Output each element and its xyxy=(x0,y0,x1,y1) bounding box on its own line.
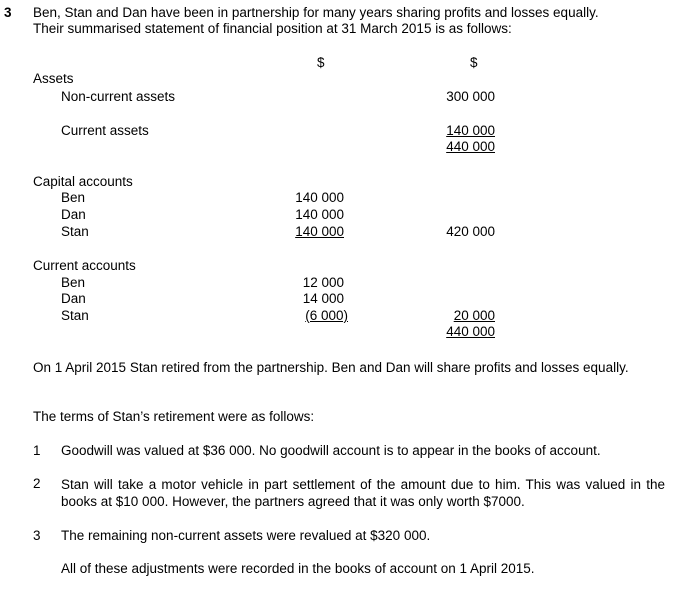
current-value-ben: 12 000 xyxy=(302,275,344,290)
term-number-3: 3 xyxy=(33,528,41,543)
current-value-stan: (6 000) xyxy=(305,308,348,323)
current-name-ben: Ben xyxy=(61,275,86,290)
capital-value-ben: 140 000 xyxy=(295,190,344,205)
current-accounts-heading: Current accounts xyxy=(33,258,136,273)
total-capital-and-liabilities: 440 000 xyxy=(446,324,495,339)
term-number-1: 1 xyxy=(33,443,41,458)
capital-value-dan: 140 000 xyxy=(295,207,344,222)
capital-name-ben: Ben xyxy=(61,190,86,205)
current-value-dan: 14 000 xyxy=(302,291,344,306)
terms-heading: The terms of Stan’s retirement were as follows: xyxy=(33,409,315,424)
capital-total: 420 000 xyxy=(446,224,495,239)
current-assets-value: 140 000 xyxy=(446,123,495,138)
capital-accounts-heading: Capital accounts xyxy=(33,174,133,189)
retirement-paragraph: On 1 April 2015 Stan retired from the partnership. Ben and Dan will share profits and losses equally. xyxy=(33,360,629,375)
current-assets-label: Current assets xyxy=(61,123,149,138)
capital-value-stan: 140 000 xyxy=(295,224,344,239)
term-number-2: 2 xyxy=(33,476,41,491)
current-name-stan: Stan xyxy=(61,308,89,323)
question-number: 3 xyxy=(4,5,12,20)
term-text-2: Stan will take a motor vehicle in part settlement of the amount due to him. This was valued in the books at $10 000. However, the partners agreed that it was only worth $7000. xyxy=(61,477,665,509)
closing-paragraph: All of these adjustments were recorded in the books of account on 1 April 2015. xyxy=(61,561,535,576)
capital-name-stan: Stan xyxy=(61,224,89,239)
term-text-3: The remaining non-current assets were revalued at $320 000. xyxy=(61,528,431,543)
intro-line-2: Their summarised statement of financial position at 31 March 2015 is as follows: xyxy=(33,21,512,36)
non-current-assets-label: Non-current assets xyxy=(61,89,176,104)
assets-heading: Assets xyxy=(33,71,74,86)
non-current-assets-value: 300 000 xyxy=(446,89,495,104)
term-text-1: Goodwill was valued at $36 000. No goodwill account is to appear in the books of account. xyxy=(61,443,601,458)
column-1-currency: $ xyxy=(317,55,325,70)
current-total: 20 000 xyxy=(453,308,495,323)
total-assets: 440 000 xyxy=(446,139,495,154)
intro-line-1: Ben, Stan and Dan have been in partnership for many years sharing profits and losses equally. xyxy=(33,5,599,20)
column-2-currency: $ xyxy=(470,55,478,70)
current-name-dan: Dan xyxy=(61,291,86,306)
capital-name-dan: Dan xyxy=(61,207,86,222)
